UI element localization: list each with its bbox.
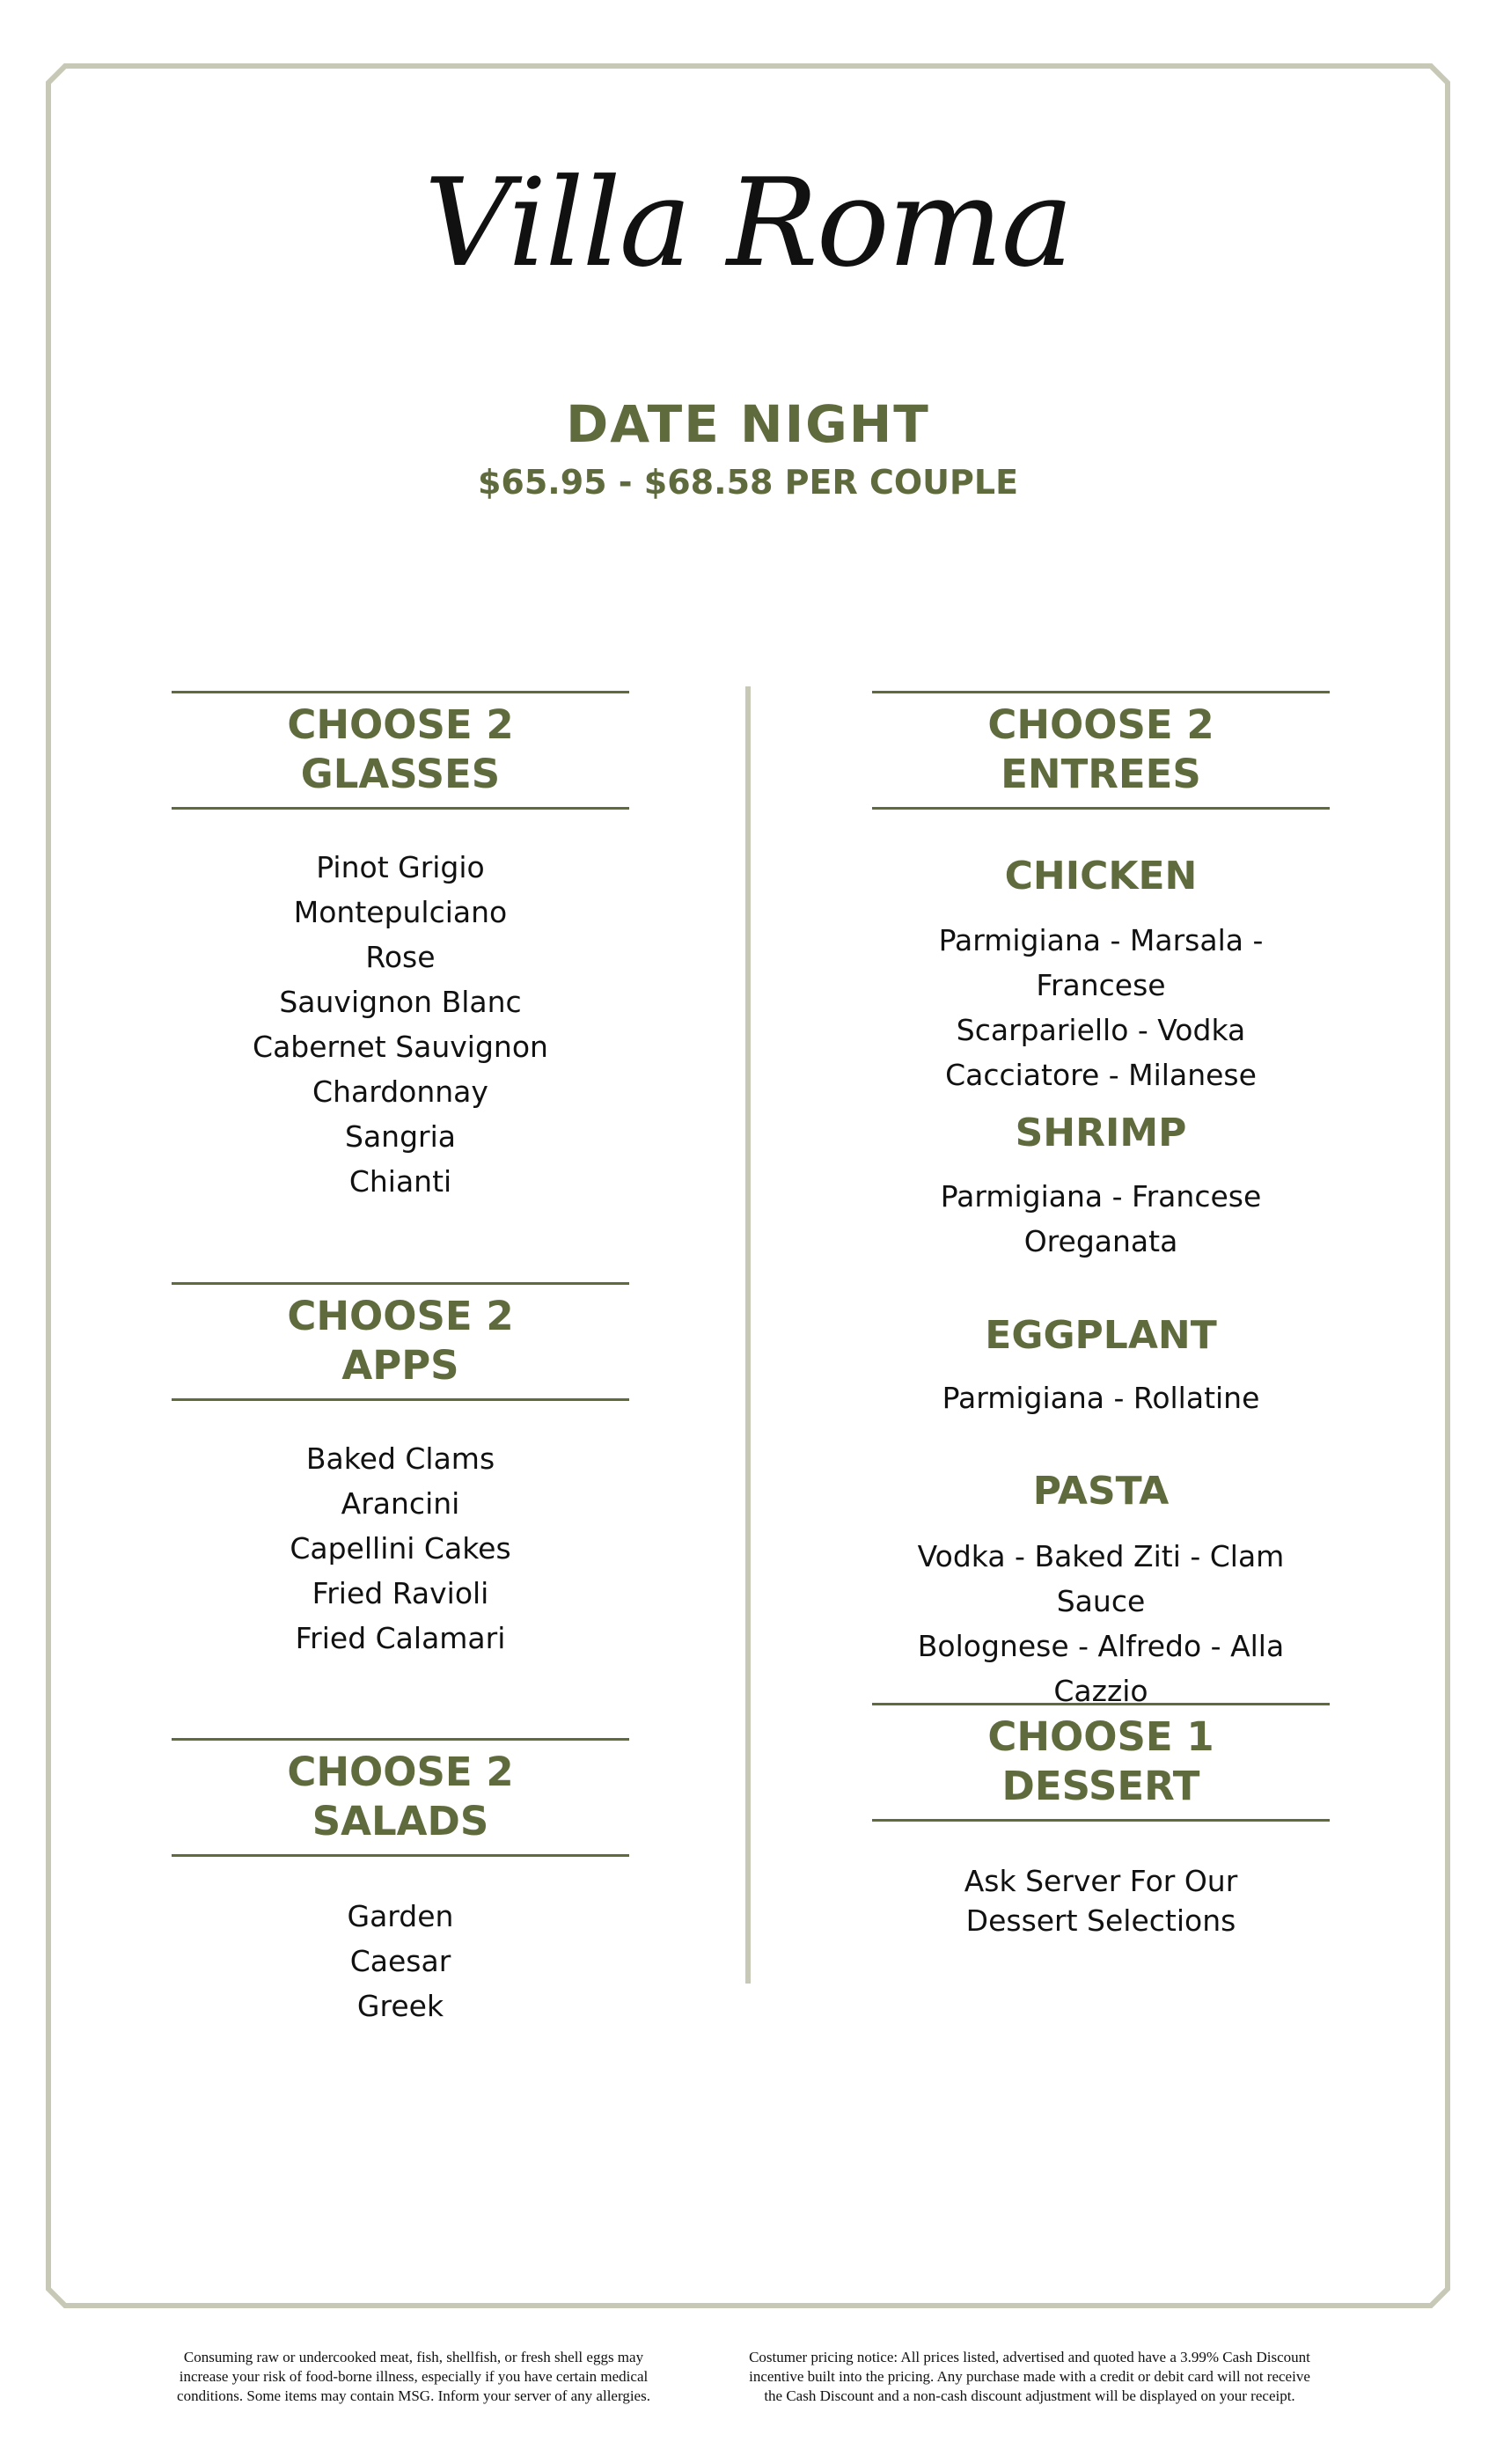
shrimp-heading: SHRIMP [1015,1111,1187,1155]
notice-line: Consuming raw or undercooked meat, fish, shellfish, or fresh shell eggs may [183,2349,644,2365]
notice-line: the Cash Discount and a non-cash discount adjustment will be displayed on your receipt. [764,2387,1295,2404]
menu-item: Pinot Grigio [316,850,485,884]
heading-line: SALADS [312,1798,489,1844]
restaurant-logo: Villa Roma [424,152,1072,294]
menu-item: Sauvignon Blanc [279,985,522,1019]
shrimp-list [872,1174,1330,1264]
menu-item: Cacciatore - Milanese [945,1058,1257,1092]
menu-item: Cabernet Sauvignon [253,1030,548,1064]
menu-item: Sangria [345,1119,456,1154]
menu-item: Bolognese - Alfredo - Alla Cazzio [917,1629,1285,1708]
glasses-list [172,845,629,1204]
notice-line: conditions. Some items may contain MSG. Inform your server of any allergies. [177,2387,650,2404]
menu-item: Parmigiana - Rollatine [942,1381,1260,1415]
dessert-heading [872,1703,1330,1822]
menu-item: Parmigiana - Marsala - Francese [938,923,1264,1002]
salads-heading [172,1738,629,1857]
menu-item: Fried Ravioli [312,1576,489,1610]
event-title: DATE NIGHT [566,394,930,454]
chicken-list [872,918,1330,1097]
entrees-heading [872,691,1330,810]
apps-heading [172,1282,629,1401]
apps-list [172,1436,629,1661]
heading-line: GLASSES [300,751,501,797]
dessert-note [872,1861,1330,1940]
pricing-notice [748,2348,1311,2406]
menu-item: Fried Calamari [295,1621,506,1655]
salads-list [172,1894,629,2028]
allergy-notice [132,2348,695,2406]
menu-item: Greek [356,1989,444,2023]
glasses-heading [172,691,629,810]
column-divider [745,686,751,1984]
eggplant-heading: EGGPLANT [985,1313,1217,1358]
menu-item: Oreganata [1023,1224,1178,1258]
heading-line: CHOOSE 2 [287,701,514,748]
eggplant-list [872,1375,1330,1420]
event-price: $65.95 - $68.58 PER COUPLE [477,463,1019,502]
heading-line: CHOOSE 1 [987,1713,1214,1760]
heading-line: CHOOSE 2 [987,701,1214,748]
pasta-heading: PASTA [1032,1469,1170,1514]
dessert-note-line: Dessert Selections [965,1903,1236,1938]
menu-item: Rose [365,940,436,974]
menu-item: Parmigiana - Francese [940,1179,1262,1214]
heading-line: DESSERT [1001,1763,1200,1809]
menu-item: Capellini Cakes [290,1531,511,1566]
dessert-note-line: Ask Server For Our [964,1864,1238,1898]
menu-item: Scarpariello - Vodka [956,1013,1246,1047]
heading-line: CHOOSE 2 [287,1749,514,1795]
menu-item: Baked Clams [305,1441,495,1476]
heading-line: ENTREES [1001,751,1201,797]
menu-item: Montepulciano [293,895,508,929]
notice-line: increase your risk of food-borne illness, especially if you have certain medical [179,2368,649,2385]
pasta-list [872,1534,1330,1713]
notice-line: incentive built into the pricing. Any purchase made with a credit or debit card will not receive [749,2368,1310,2385]
heading-line: APPS [341,1342,459,1389]
chicken-heading: CHICKEN [1004,854,1198,898]
menu-item: Arancini [341,1486,460,1521]
notice-line: Costumer pricing notice: All prices listed, advertised and quoted have a 3.99% Cash Discount [749,2349,1310,2365]
menu-item: Caesar [349,1944,451,1978]
menu-item: Chianti [348,1164,452,1199]
menu-item: Garden [347,1899,454,1933]
heading-line: CHOOSE 2 [287,1293,514,1339]
menu-item: Chardonnay [312,1074,488,1109]
menu-item: Vodka - Baked Ziti - Clam Sauce [917,1539,1285,1618]
